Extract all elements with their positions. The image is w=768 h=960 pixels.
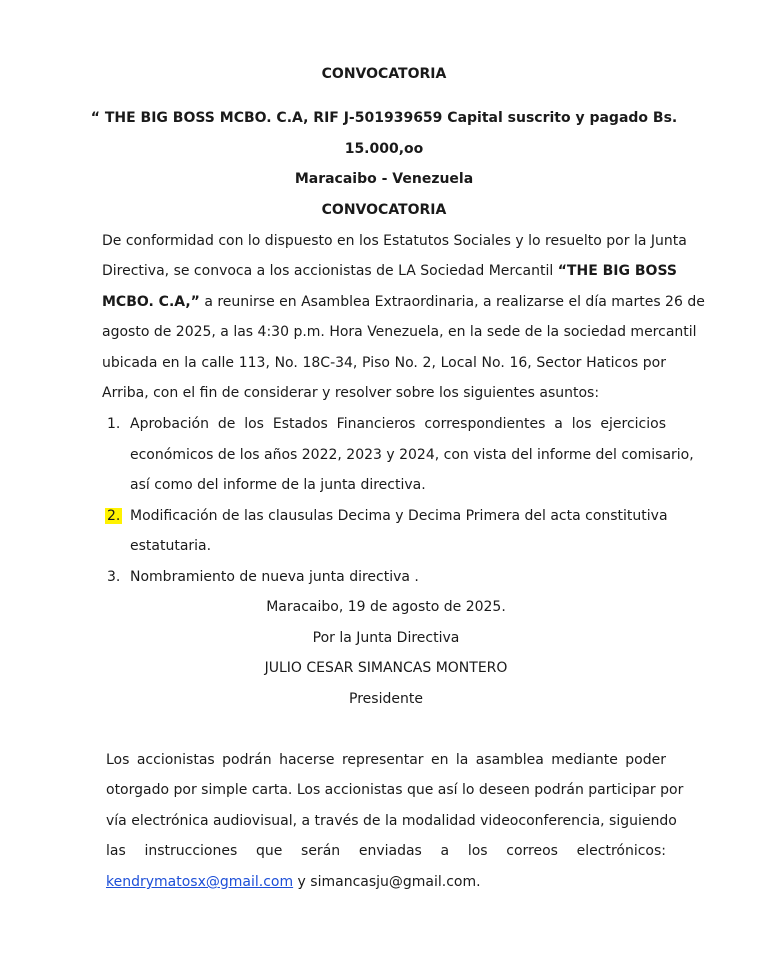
agenda-number-2 (105, 508, 122, 524)
agenda-number-3: 3. (107, 569, 121, 585)
footer-line-4: las instrucciones que serán enviadas a los correos electrónicos: (106, 843, 666, 859)
document-title: CONVOCATORIA (321, 66, 447, 82)
agenda-1-line-1: Aprobación de los Estados Financieros correspondientes a los ejercicios (130, 416, 666, 432)
intro-line-3: MCBO. C.A,” a reunirse en Asamblea Extraordinaria, a realizarse el día martes 26 de (102, 294, 705, 310)
company-line-1: “ THE BIG BOSS MCBO. C.A, RIF J-501939659 Capital suscrito y pagado Bs. (90, 110, 678, 126)
location: Maracaibo - Venezuela (294, 171, 474, 187)
footer-line-5: kendrymatosx@gmail.com y simancasju@gmail.com. (106, 874, 481, 890)
agenda-number-1: 1. (107, 416, 121, 432)
agenda-3-line-1: Nombramiento de nueva junta directiva . (130, 569, 419, 585)
signature-place-date: Maracaibo, 19 de agosto de 2025. (266, 599, 506, 615)
intro-line-1: De conformidad con lo dispuesto en los Estatutos Sociales y lo resuelto por la Junta (102, 233, 687, 249)
agenda-1-line-2: económicos de los años 2022, 2023 y 2024, con vista del informe del comisario, (130, 447, 694, 463)
email-simancasju: simancasju@gmail.com (310, 874, 477, 890)
intro-line-5: ubicada en la calle 113, No. 18C-34, Piso No. 2, Local No. 16, Sector Haticos por (102, 355, 666, 371)
footer-line-1: Los accionistas podrán hacerse representar en la asamblea mediante poder (106, 752, 666, 768)
signature-name: JULIO CESAR SIMANCAS MONTERO (264, 660, 508, 676)
agenda-1-line-3: así como del informe de la junta directiva. (130, 477, 426, 493)
intro-line-2: Directiva, se convoca a los accionistas de LA Sociedad Mercantil “THE BIG BOSS (102, 263, 677, 279)
agenda-2-line-2: estatutaria. (130, 538, 212, 554)
footer-line-2: otorgado por simple carta. Los accionistas que así lo deseen podrán participar por (106, 782, 684, 798)
signature-title: Presidente (349, 691, 423, 707)
subheading: CONVOCATORIA (321, 202, 447, 218)
signature-on-behalf: Por la Junta Directiva (312, 630, 460, 646)
footer-line-3: vía electrónica audiovisual, a través de la modalidad videoconferencia, siguiendo (106, 813, 677, 829)
company-line-2: 15.000,oo (344, 141, 424, 157)
email-link-kendrymatosx[interactable]: kendrymatosx@gmail.com (106, 874, 294, 890)
intro-line-6: Arriba, con el fin de considerar y resolver sobre los siguientes asuntos: (102, 385, 600, 401)
highlight-mark: 2. (107, 508, 121, 524)
intro-line-4: agosto de 2025, a las 4:30 p.m. Hora Venezuela, en la sede de la sociedad mercantil (102, 324, 697, 340)
agenda-2-line-1: Modificación de las clausulas Decima y Decima Primera del acta constitutiva (130, 508, 668, 524)
